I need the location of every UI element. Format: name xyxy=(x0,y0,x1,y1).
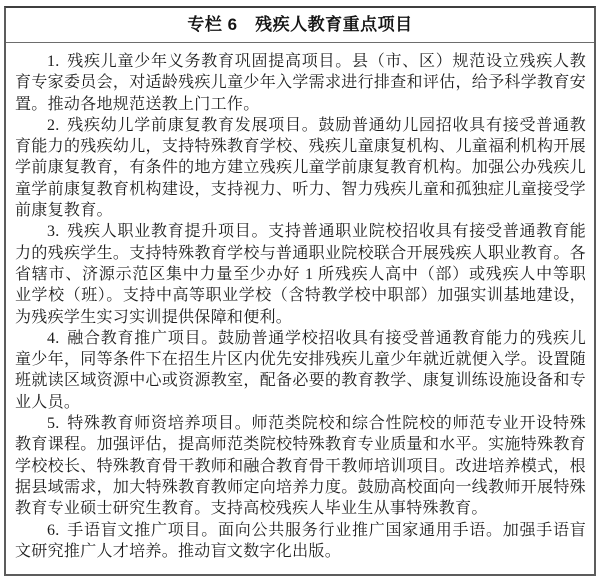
paragraph-3-number: 3. xyxy=(47,223,60,241)
paragraph-4-number: 4. xyxy=(47,329,60,347)
paragraph-2-number: 2. xyxy=(47,116,60,134)
paragraph-6-number: 6. xyxy=(47,521,60,539)
paragraph-3 xyxy=(15,221,586,327)
paragraph-1-number: 1. xyxy=(47,53,60,70)
paragraph-1 xyxy=(15,51,586,115)
paragraph-1-text: 残疾儿童少年义务教育巩固提高项目。县（市、区）规范设立残疾人教育专家委员会，对适龄残疾儿童少年入学需求进行排查和评估，给予科学教育安置。推动各地规范送教上门工作。 xyxy=(15,53,586,113)
paragraph-4 xyxy=(15,328,586,413)
panel-title: 专栏 6 残疾人教育重点项目 xyxy=(6,8,594,43)
column-6-box xyxy=(4,6,596,576)
paragraph-2-text: 残疾幼儿学前康复教育发展项目。鼓励普通幼儿园招收具有接受普通教育能力的残疾幼儿，支持特殊教育学校、残疾儿童康复机构、儿童福利机构开展学前康复教育，有条件的地方建立残疾儿童学前康复教育机构。加强公办残疾儿童学前康复教育机构建设，支持视力、听力、智力残疾儿童和孤独症儿童接受学前康复教育。 xyxy=(15,116,586,220)
paragraph-4-text: 融合教育推广项目。鼓励普通学校招收具有接受普通教育能力的残疾儿童少年，同等条件下在招生片区内优先安排残疾儿童少年就近就便入学。设置随班就读区域资源中心或资源教室，配备必要的教育教学、康复训练设施设备和专业人员。 xyxy=(15,329,586,411)
paragraph-5-text: 特殊教育师资培养项目。师范类院校和综合性院校的师范专业开设特殊教育课程。加强评估，提高师范类院校特殊教育专业质量和水平。实施特殊教育学校校长、特殊教育骨干教师和融合教育骨干教师培训项目。改进培养模式，根据县域需求，加大特殊教育教师定向培养力度。鼓励高校面向一线教师开展特殊教育专业硕士研究生教育。支持高校残疾人毕业生从事特殊教育。 xyxy=(15,415,586,518)
paragraph-5-number: 5. xyxy=(47,415,60,433)
paragraph-5 xyxy=(15,413,586,519)
paragraph-6 xyxy=(15,520,586,563)
panel-body xyxy=(6,43,594,562)
paragraph-6-text: 手语盲文推广项目。面向公共服务行业推广国家通用手语。加强手语盲文研究推广人才培养。推动盲文数字化出版。 xyxy=(15,521,586,560)
paragraph-3-text: 残疾人职业教育提升项目。支持普通职业院校招收具有接受普通教育能力的残疾学生。支持特殊教育学校与普通职业院校联合开展残疾人职业教育。各省辖市、济源示范区集中力量至少办好 1 所残疾人高中（部）或残疾人中等职业学校（班）。支持中高等职业学校（含特教学校中职部）加强实训基地建设，为残疾学生实习实训提供保障和便利。 xyxy=(15,223,586,326)
paragraph-2 xyxy=(15,115,586,221)
